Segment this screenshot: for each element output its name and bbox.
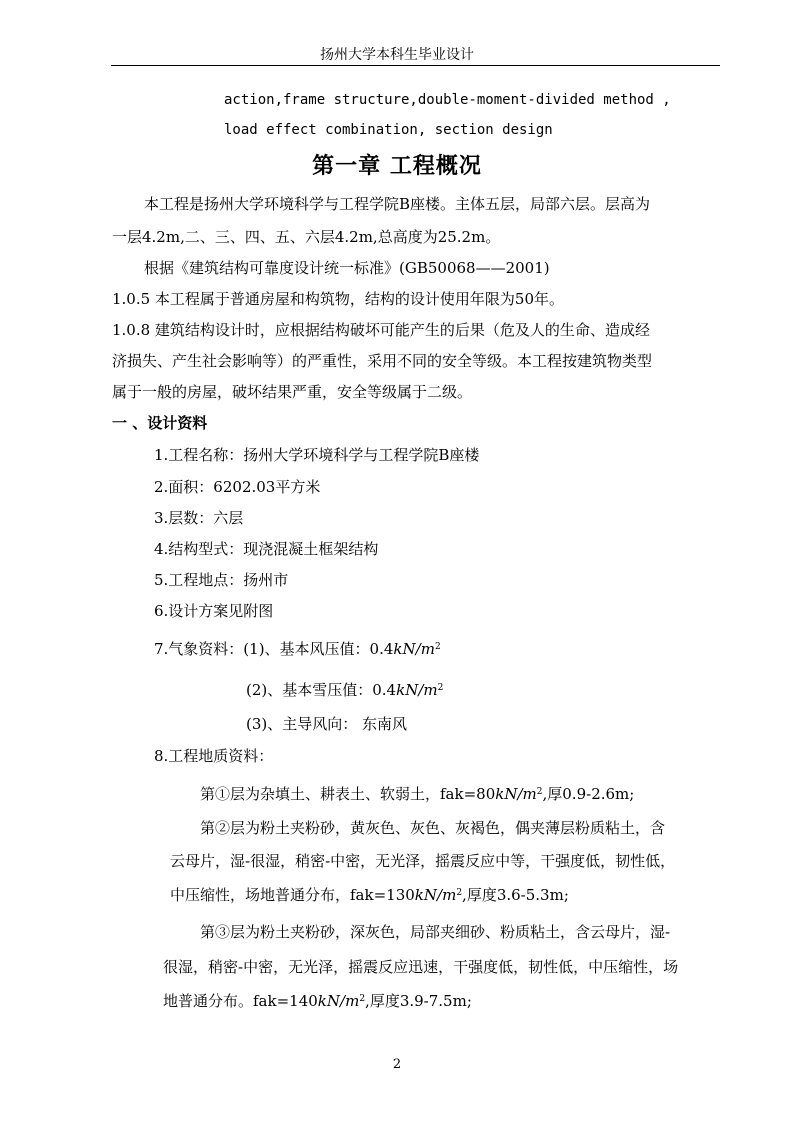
geology-layer-2-line-2: 云母片，湿-很湿，稍密-中密，无光泽，摇震反应中等，干强度低，韧性低，: [170, 852, 676, 870]
unit-slash: /: [437, 886, 443, 904]
unit-superscript: 2: [434, 642, 441, 652]
page-header: 扬州大学本科生毕业设计: [320, 47, 474, 63]
unit-slash: /: [418, 681, 424, 699]
layer-1-thickness: ,厚0.9-2.6m;: [542, 785, 635, 803]
geology-layer-3-line-2: 很湿，稍密-中密，无光泽，摇震反应迅速，干强度低，韧性低，中压缩性，场: [163, 958, 679, 976]
geology-heading: 8.工程地质资料：: [154, 747, 274, 765]
unit-kn: kN: [414, 886, 438, 904]
unit-m: m: [345, 992, 360, 1010]
page-number: 2: [392, 1057, 402, 1072]
unit-m: m: [423, 681, 438, 699]
layer-1-text: 第①层为杂填土、耕表土、软弱土，fak=80: [200, 785, 496, 803]
unit-kn: kN: [393, 640, 416, 658]
intro-paragraph-4-line-3: 属于一般的房屋，破坏结果严重，安全等级属于二级。: [112, 383, 473, 401]
unit-slash: /: [415, 640, 421, 658]
weather-item-wind-pressure: [154, 638, 441, 659]
weather-item-wind-direction: (3)、主导风向： 东南风: [246, 715, 408, 733]
section-heading: 一 、设计资料: [112, 414, 208, 432]
snow-pressure-label: (2)、基本雪压值：0.4: [246, 681, 397, 699]
list-item: 4.结构型式：现浇混凝土框架结构: [154, 540, 379, 558]
intro-paragraph-4-line-2: 济损失、产生社会影响等）的严重性，采用不同的安全等级。本工程按建筑物类型: [112, 352, 653, 370]
intro-paragraph-1-line-2: 一层4.2m,二、三、四、五、六层4.2m,总高度为25.2m。: [112, 228, 501, 246]
unit-m: m: [522, 785, 537, 803]
header-divider: [111, 65, 720, 66]
keywords-line-1: action,frame structure,double-moment-divided method ,: [224, 92, 671, 108]
geology-layer-2-line-1: 第②层为粉土夹粉砂，黄灰色、灰色、灰褐色，偶夹薄层粉质粘土，含: [200, 819, 666, 837]
unit-slash: /: [340, 992, 346, 1010]
list-item: 2.面积：6202.03平方米: [154, 478, 321, 496]
geology-layer-2-line-3: [170, 884, 569, 905]
unit-superscript: 2: [536, 787, 543, 797]
unit-kn: kN: [396, 681, 419, 699]
unit-slash: /: [517, 785, 523, 803]
list-item: 3.层数：六层: [154, 509, 244, 527]
intro-paragraph-4-line-1: 1.0.8 建筑结构设计时，应根据结构破坏可能产生的后果（危及人的生命、造成经: [112, 321, 650, 339]
weather-item-snow-pressure: [246, 679, 443, 700]
list-item: 6.设计方案见附图: [154, 602, 274, 620]
chapter-title: 第一章 工程概况: [312, 154, 482, 179]
unit-kn: kN: [495, 785, 518, 803]
geology-layer-3-line-1: 第③层为粉土夹粉砂，深灰色，局部夹细砂、粉质粘土，含云母片，湿-: [200, 923, 671, 941]
unit-superscript: 2: [437, 683, 444, 693]
layer-3-text: 地普通分布。fak=140: [163, 992, 318, 1010]
keywords-line-2: load effect combination, section design: [224, 122, 553, 138]
unit-m: m: [420, 640, 435, 658]
intro-paragraph-3: 1.0.5 本工程属于普通房屋和构筑物，结构的设计使用年限为50年。: [112, 290, 565, 308]
intro-paragraph-2: 根据《建筑结构可靠度设计统一标准》(GB50068——2001): [144, 259, 550, 277]
unit-superscript: 2: [359, 994, 366, 1004]
layer-2-thickness: ,厚度3.6-5.3m;: [462, 886, 569, 904]
intro-paragraph-1-line-1: 本工程是扬州大学环境科学与工程学院B座楼。主体五层，局部六层。层高为: [144, 195, 651, 213]
list-item: 5.工程地点：扬州市: [154, 571, 289, 589]
layer-3-thickness: ,厚度3.9-7.5m;: [365, 992, 472, 1010]
unit-kn: kN: [317, 992, 341, 1010]
geology-layer-1: [200, 783, 634, 804]
unit-superscript: 2: [456, 888, 463, 898]
geology-layer-3-line-3: [163, 990, 472, 1011]
list-item: 1.工程名称：扬州大学环境科学与工程学院B座楼: [154, 446, 480, 464]
layer-2-text: 中压缩性，场地普通分布，fak=130: [170, 886, 415, 904]
wind-pressure-label: 7.气象资料：(1)、基本风压值：0.4: [154, 640, 394, 658]
unit-m: m: [442, 886, 457, 904]
